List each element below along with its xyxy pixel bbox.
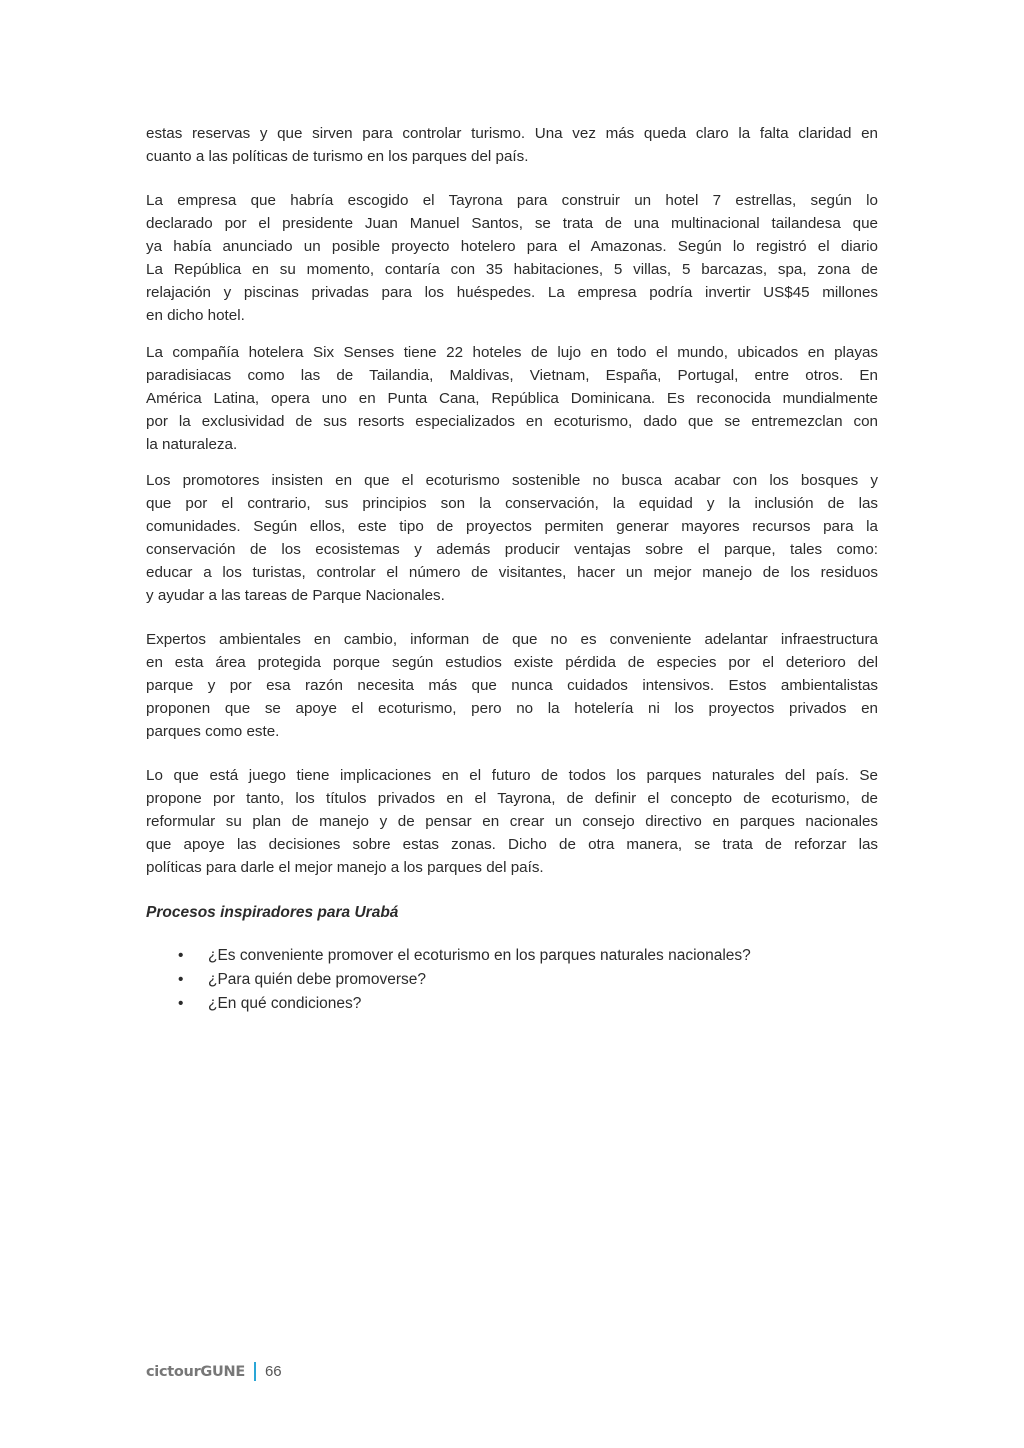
bullet-icon: • [178, 995, 184, 1012]
text-line: por la exclusividad de sus resorts especializados en ecoturismo, dado que se entremezclan con [146, 413, 878, 430]
page-footer [146, 1362, 282, 1381]
paragraph [146, 341, 878, 456]
paragraph [146, 189, 878, 327]
text-line: en dicho hotel. [146, 307, 245, 324]
page-number: 66 [264, 1363, 282, 1380]
paragraph [146, 122, 878, 168]
text-line: parque y por esa razón necesita más que nunca cuidados intensivos. Estos ambientalistas [146, 677, 878, 694]
text-line: paradisiacas como las de Tailandia, Maldivas, Vietnam, España, Portugal, entre otros. En [146, 367, 878, 384]
text-line: proponen que se apoye el ecoturismo, pero no la hotelería ni los proyectos privados en [146, 700, 878, 717]
text-line: La compañía hotelera Six Senses tiene 22 hoteles de lujo en todo el mundo, ubicados en playas [146, 344, 878, 361]
question-list [146, 944, 751, 1016]
list-item [146, 992, 751, 1016]
text-line: La República en su momento, contaría con 35 habitaciones, 5 villas, 5 barcazas, spa, zona de [146, 261, 878, 278]
list-item-text: ¿Es conveniente promover el ecoturismo en los parques naturales nacionales? [208, 947, 751, 964]
section-heading: Procesos inspiradores para Urabá [146, 904, 399, 921]
text-line: comunidades. Según ellos, este tipo de proyectos permiten generar mayores recursos para la [146, 518, 878, 535]
text-line: relajación y piscinas privadas para los huéspedes. La empresa podría invertir US$45 millones [146, 284, 878, 301]
paragraph [146, 628, 878, 743]
footer-divider [254, 1362, 256, 1381]
text-line: Los promotores insisten en que el ecoturismo sostenible no busca acabar con los bosques y [146, 472, 878, 489]
text-line: conservación de los ecosistemas y además producir ventajas sobre el parque, tales como: [146, 541, 878, 558]
list-item-text: ¿En qué condiciones? [208, 995, 362, 1012]
text-line: que por el contrario, sus principios son la conservación, la equidad y la inclusión de las [146, 495, 878, 512]
cictourgune-logo: cictourGUNE [146, 1363, 245, 1380]
text-line: declarado por el presidente Juan Manuel Santos, se trata de una multinacional tailandesa que [146, 215, 878, 232]
text-line: Expertos ambientales en cambio, informan de que no es conveniente adelantar infraestructura [146, 631, 878, 648]
text-line: que apoye las decisiones sobre estas zonas. Dicho de otra manera, se trata de reforzar las [146, 836, 878, 853]
list-item [146, 944, 751, 968]
text-line: en esta área protegida porque según estudios existe pérdida de especies por el deterioro del [146, 654, 878, 671]
text-line: América Latina, opera uno en Punta Cana, República Dominicana. Es reconocida mundialmente [146, 390, 878, 407]
paragraph [146, 764, 878, 879]
text-line: reformular su plan de manejo y de pensar en crear un consejo directivo en parques nacionales [146, 813, 878, 830]
text-line: la naturaleza. [146, 436, 238, 453]
text-line: y ayudar a las tareas de Parque Nacionales. [146, 587, 445, 604]
text-line: propone por tanto, los títulos privados en el Tayrona, de definir el concepto de ecoturismo, de [146, 790, 878, 807]
text-line: La empresa que habría escogido el Tayrona para construir un hotel 7 estrellas, según lo [146, 192, 878, 209]
text-line: estas reservas y que sirven para controlar turismo. Una vez más queda claro la falta claridad en [146, 125, 878, 142]
bullet-icon: • [178, 947, 184, 964]
paragraph [146, 469, 878, 607]
text-line: políticas para darle el mejor manejo a los parques del país. [146, 859, 544, 876]
list-item-text: ¿Para quién debe promoverse? [208, 971, 426, 988]
text-line: ya había anunciado un posible proyecto hotelero para el Amazonas. Según lo registró el diario [146, 238, 878, 255]
bullet-icon: • [178, 971, 184, 988]
text-line: educar a los turistas, controlar el número de visitantes, hacer un mejor manejo de los residuos [146, 564, 878, 581]
text-line: parques como este. [146, 723, 280, 740]
list-item [146, 968, 751, 992]
text-line: cuanto a las políticas de turismo en los parques del país. [146, 148, 529, 165]
text-line: Lo que está juego tiene implicaciones en el futuro de todos los parques naturales del país. Se [146, 767, 878, 784]
